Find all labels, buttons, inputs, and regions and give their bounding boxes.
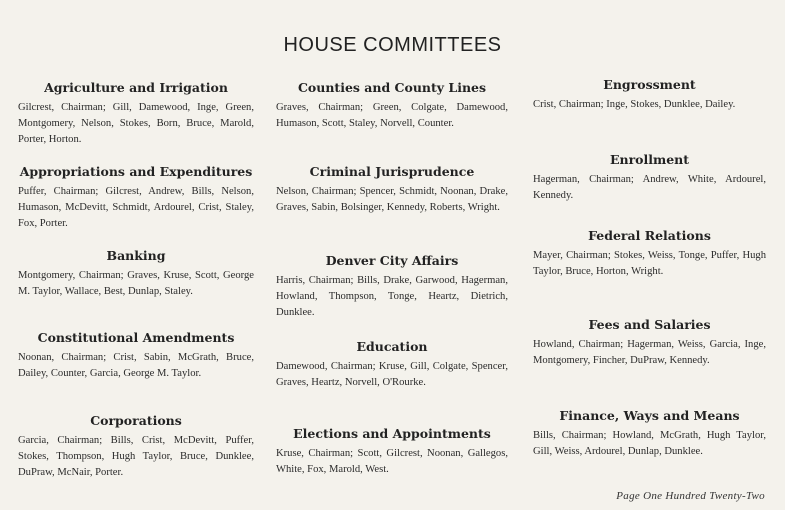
committee-entry bbox=[18, 80, 254, 148]
committee-entry bbox=[533, 77, 766, 113]
committee-name: Fees and Salaries bbox=[588, 317, 711, 332]
committee-name: Corporations bbox=[90, 413, 182, 428]
committee-members: Howland, Chairman; Hagerman, Weiss, Garcia, Inge, Montgomery, Fincher, DuPraw, Kennedy. bbox=[533, 339, 766, 366]
committee-members: Nelson, Chairman; Spencer, Schmidt, Noonan, Drake, Graves, Sabin, Bolsinger, Kennedy, Roberts, Wright. bbox=[276, 186, 508, 213]
committee-name: Appropriations and Expenditures bbox=[19, 164, 253, 179]
committee-name: Banking bbox=[106, 248, 166, 263]
committee-members: Kruse, Chairman; Scott, Gilcrest, Noonan, Gallegos, White, Fox, Marold, West. bbox=[276, 448, 508, 475]
page-number: Page One Hundred Twenty-Two bbox=[616, 490, 765, 502]
committee-members: Mayer, Chairman; Stokes, Weiss, Tonge, Puffer, Hugh Taylor, Bruce, Horton, Wright. bbox=[533, 250, 766, 277]
committee-members: Montgomery, Chairman; Graves, Kruse, Scott, George M. Taylor, Wallace, Best, Dunlap, Staley. bbox=[18, 270, 254, 297]
committee-name: Agriculture and Irrigation bbox=[44, 80, 228, 95]
committee-members: Crist, Chairman; Inge, Stokes, Dunklee, Dailey. bbox=[533, 99, 736, 110]
committee-members: Garcia, Chairman; Bills, Crist, McDevitt, Puffer, Stokes, Thompson, Hugh Taylor, Bruce, Dunklee, DuPraw, McNair, Porter. bbox=[18, 435, 254, 478]
committee-entry bbox=[18, 330, 254, 382]
committee-entry bbox=[18, 164, 254, 232]
committee-entry bbox=[276, 253, 508, 321]
committee-members: Graves, Chairman; Green, Colgate, Damewood, Humason, Scott, Staley, Norvell, Counter. bbox=[276, 102, 508, 129]
committee-members: Puffer, Chairman; Gilcrest, Andrew, Bills, Nelson, Humason, McDevitt, Schmidt, Ardourel, Crist, Staley, Fox, Porter. bbox=[18, 186, 254, 229]
committee-name: Constitutional Amendments bbox=[37, 330, 235, 345]
committee-name: Denver City Affairs bbox=[325, 253, 459, 268]
committee-members: Hagerman, Chairman; Andrew, White, Ardourel, Kennedy. bbox=[533, 174, 766, 201]
committee-entry bbox=[533, 408, 766, 460]
committee-members: Harris, Chairman; Bills, Drake, Garwood, Hagerman, Howland, Thompson, Tonge, Heartz, Dietrich, Dunklee. bbox=[276, 275, 508, 318]
committee-name: Counties and County Lines bbox=[297, 80, 487, 95]
committee-name: Education bbox=[356, 339, 428, 354]
committee-name: Finance, Ways and Means bbox=[559, 408, 740, 423]
committee-entry bbox=[533, 317, 766, 369]
committee-name: Engrossment bbox=[603, 77, 696, 92]
committee-entry bbox=[276, 339, 508, 391]
committee-entry bbox=[533, 152, 766, 204]
committee-members: Bills, Chairman; Howland, McGrath, Hugh Taylor, Gill, Weiss, Ardourel, Dunlap, Dunklee. bbox=[533, 430, 766, 457]
committee-name: Elections and Appointments bbox=[293, 426, 491, 441]
committee-entry bbox=[276, 426, 508, 478]
committee-entry bbox=[276, 164, 508, 216]
committee-name: Federal Relations bbox=[588, 228, 711, 243]
committee-entry bbox=[18, 248, 254, 300]
committee-name: Enrollment bbox=[609, 152, 690, 167]
committee-members: Noonan, Chairman; Crist, Sabin, McGrath, Bruce, Dailey, Counter, Garcia, George M. Taylor. bbox=[18, 352, 254, 379]
committee-entry bbox=[276, 80, 508, 132]
committee-members: Gilcrest, Chairman; Gill, Damewood, Inge, Green, Montgomery, Nelson, Stokes, Born, Bruce, Marold, Porter, Horton. bbox=[18, 102, 254, 145]
committee-entry bbox=[18, 413, 254, 481]
committee-entry bbox=[533, 228, 766, 280]
committee-name: Criminal Jurisprudence bbox=[309, 164, 475, 179]
page-title: HOUSE COMMITTEES bbox=[283, 34, 502, 56]
committee-members: Damewood, Chairman; Kruse, Gill, Colgate, Spencer, Graves, Heartz, Norvell, O'Rourke. bbox=[276, 361, 508, 388]
